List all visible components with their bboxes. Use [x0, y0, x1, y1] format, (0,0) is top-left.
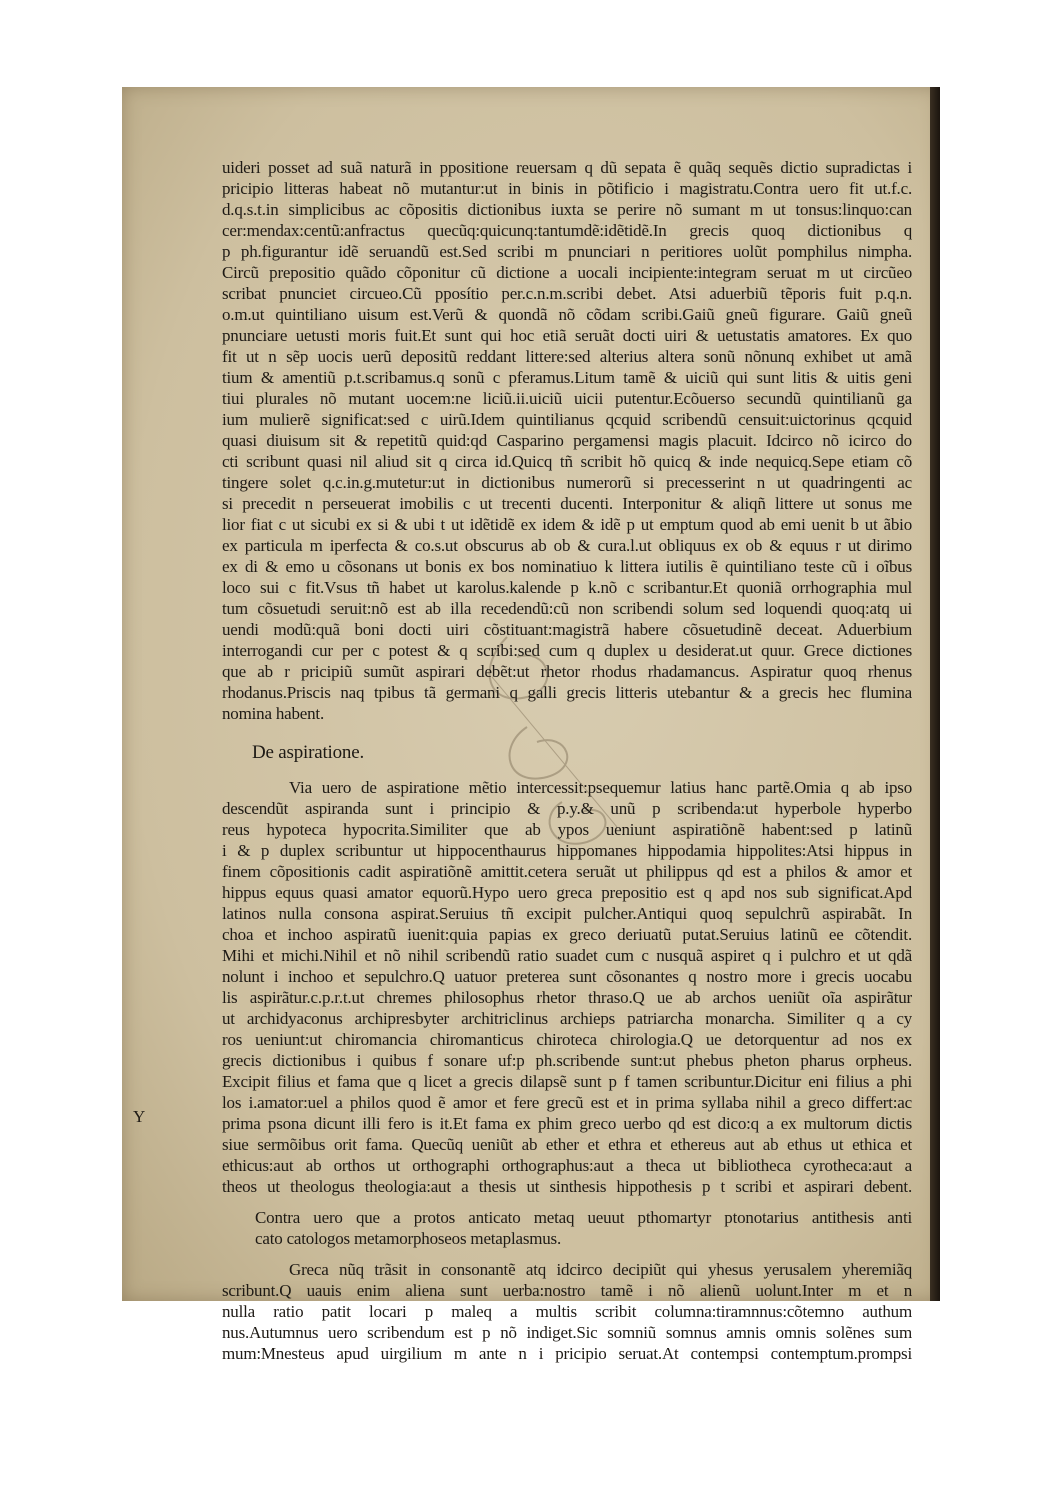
- text-line: tiui plurales nõ mutant uocem:ne liciũ.ii.uiciũ uicii putentur.Ecõuerso secundũ quintilianũ ga: [222, 389, 912, 408]
- scanned-page: [122, 87, 940, 1363]
- book-binding-edge: [930, 87, 940, 1301]
- text-line: interrogandi cur per c potest & q scribi:sed cum q duplex u desiderat.ut quur. Grece dictiones: [222, 641, 912, 660]
- text-line: uideri posset ad suã naturã in ppositione reuersam q dũ sepata ẽ quãq sequẽs dictio supradictas i: [222, 158, 912, 177]
- text-line: theos ut theologus theologia:aut a thesis ut sinthesis hippothesis p t scribi et aspirari debent.: [222, 1177, 912, 1196]
- paragraph-orthography: [222, 157, 912, 724]
- text-line: ex particula m iperfecta & co.s.ut obscurus ab ob & cura.l.ut obliquus ex ob & equus r ut dirimo: [222, 536, 912, 555]
- text-line: ium mulierẽ significat:sed c uirũ.Idem quintilianus qcquid scribendũ censuit:uictorinus qcquid: [222, 410, 912, 429]
- text-line: ros ueniunt:ut chiromancia chiromanticus chiroteca chirologia.Q ue detorquentur ad nos ex: [222, 1030, 912, 1049]
- text-line: quasi diuisum sit & repetitũ quid:qd Casparino pergamensi magis placuit. Idcirco nõ icirco do: [222, 431, 912, 450]
- marginal-note: Y: [133, 1107, 146, 1126]
- text-line: hippus equus quasi amator equorũ.Hypo uero greca prepositio est q apd nos sub significat.Apd: [222, 883, 912, 902]
- text-line: i & p duplex scribuntur ut hippocenthaurus hippomanes hippodamia hippolites:Atsi hippus in: [222, 841, 912, 860]
- text-line: rhodanus.Priscis naq tpibus tã germani q galli grecis litteris utebantur & a grecis hec flumina: [222, 683, 912, 702]
- text-line: scribunt.Q uauis enim aliena sunt uerba:nostro tamẽ i nõ alienũ uolunt.Inter m et n: [222, 1281, 912, 1300]
- text-line: lior fiat c ut sicubi ex si & ubi t ut idẽtidẽ ex idem & idẽ p ut emptum quod ab emi uenit b ut ãbio: [222, 515, 912, 534]
- text-line: si precedit n perseuerat imobilis c ut trecenti ducenti. Interponitur & aliqñ littere ut sonus me: [222, 494, 912, 513]
- paragraph-aspiration: [222, 798, 912, 1197]
- text-line: o.m.ut quintiliano uisum est.Verũ & quondã nõ cõdam scribi.Gaiũ gneũ figurare. Gaiũ gneũ: [222, 305, 912, 324]
- text-line: Circũ prepositio quãdo cõponitur cũ dictione a uocali incipiente:integram seruat m ut circũeo: [222, 263, 912, 282]
- text-line: grecis dictionibus i quibus f sonare uf:p ph.scribende sunt:ut phebus pheton pharus orpheus.: [222, 1051, 912, 1070]
- text-line: cato catologos metamorphoseos metaplasmus.: [255, 1229, 562, 1248]
- paragraph-contra: [255, 1207, 912, 1249]
- text-line: uendi modũ:quã boni docti uiri cõstituant:magistrã habere cõsuetudinẽ deceat. Aduerbium: [222, 620, 912, 639]
- text-line: Greca nũq trãsit in consonantẽ atq idcirco decipiũt qui yhesus yerusalem yheremiãq: [289, 1260, 912, 1279]
- text-column: [222, 157, 912, 1364]
- text-line: p ph.figurantur idẽ seruandũ est.Sed scribi m pnunciari n peritiores uolũt pomphilus nimpha.: [222, 242, 912, 261]
- paragraph-greca: [222, 1280, 912, 1364]
- text-line: ut archidyaconus archipresbyter architriclinus archieps patriarcha monarcha. Similiter q a cy: [222, 1009, 912, 1028]
- text-line: Contra uero que a protos anticato metaq ueuut pthomartyr ptonotarius antithesis anti: [255, 1208, 912, 1227]
- text-line: siue sermõibus orit fama. Quecũq ueniũt ab ether et ethra et ethereus aut ab ethus ut ethica et: [222, 1135, 912, 1154]
- text-line: tum cõsuetudi seruit:nõ est ab illa recedendũ:cũ non scribendi solum sed loquendi quoq:atq ui: [222, 599, 912, 618]
- text-line: d.q.s.t.in simplicibus ac cõpositis dictionibus iuxta se perire nõ sumant m ut tonsus:linquo:can: [222, 200, 912, 219]
- text-line: fit ut n sẽp uocis uerũ depositũ reddant littere:sed alterius altera sonũ nõnunq exhibet ut amã: [222, 347, 912, 366]
- text-line: latinos nulla consona aspirat.Seruius tñ excipit pulcher.Antiqui quoq sepulchrũ aspirabãt. In: [222, 904, 912, 923]
- text-line: finem cõpositionis cadit aspiratiõnẽ amittit.cetera seruãt ut philippus qd est a philos & amor et: [222, 862, 912, 881]
- text-line: Mihi et michi.Nihil et nõ nihil scribendũ ratio suadet cum c nusquã aspiret q i pulchro et ut qdã: [222, 946, 912, 965]
- text-line: prima psona dicunt illi fero is it.Et fama ex phim greco uerbo qd est dico:q a ex multorum dictis: [222, 1114, 912, 1133]
- text-line: nomina habent.: [222, 704, 325, 723]
- text-line: pnunciare uetusti moris fuit.Et sunt qui hoc etiã seruãt docti uiri & uetustatis amatores. Ex quo: [222, 326, 912, 345]
- text-line: choa et inchoo aspiratũ iuenit:quia papias ex greco deriuatũ putat.Seruius latinũ ee cõtendit.: [222, 925, 912, 944]
- text-line: Excipit filius et fama que q licet a grecis dilapsẽ sunt p f tamen scribuntur.Dicitur eni filius a phi: [222, 1072, 912, 1091]
- text-line: tium & amentiũ p.t.scribamus.q sonũ c pferamus.Litum tamẽ & uiciũ qui sunt litis & uitis geni: [222, 368, 912, 387]
- text-line: cer:mendax:centũ:anfractus quecũq:quicunq:tantumdẽ:idẽtidẽ.In grecis quoq dictionibus q: [222, 221, 912, 240]
- text-line: tingere solet q.c.in.g.mutetur:ut in dictionibus numerorũ si precesserint n ut quadringenti ac: [222, 473, 912, 492]
- text-line: loco sui c fit.Vsus tñ habet ut karolus.kalende p k.nõ c scribantur.Et quoniã orrhographia mul: [222, 578, 912, 597]
- text-line: reus hypoteca hypocrita.Similiter que ab ypos ueniunt aspiratiõnẽ habent:sed p latinũ: [222, 820, 912, 839]
- text-line: los i.amator:uel a philos quod ẽ amor et fere grecũ est et in prima syllaba nihil a greco differt:ac: [222, 1093, 912, 1112]
- text-line: nolunt i inchoo et sepulchro.Q uatuor preterea sunt cõsonantes q nostro more i grecis uocabu: [222, 967, 912, 986]
- text-line: ex di & emo u cõsonans ut bonis ex bos nominatiuo k littera iutilis ẽ quintiliano teste cũ i oĩbus: [222, 557, 912, 576]
- text-line: lis aspirãtur.c.p.r.t.ut chremes philosophus rhetor thraso.Q ue ab archos ueniũt oĩa aspirãtur: [222, 988, 912, 1007]
- text-line: Via uero de aspiratione mẽtio intercessit:psequemur latius hanc partẽ.Omia q ab ipso: [289, 778, 912, 797]
- text-line: pricipio litteras habeat nõ mutantur:ut in binis in põtificio i magistratu.Contra uero fit ut.f.c.: [222, 179, 912, 198]
- text-line: ethicus:aut ab orthos ut orthographi orthographus:aut a theca ut bibliotheca cyrotheca:aut a: [222, 1156, 912, 1175]
- text-line: que ab r pricipiũ sumũt aspirari debẽt:ut rhetor rhodus rhadamancus. Aspiratur quoq rhenus: [222, 662, 912, 681]
- text-line: cti scribunt quasi nil aliud sit q circa id.Quicq tñ scribit hõ quicq & inde nequicq.Sepe etiam cõ: [222, 452, 912, 471]
- text-line: nus.Autumnus uero scribendum est p nõ indiget.Sic somniũ somnus amnis omnis solẽnes sum: [222, 1323, 912, 1342]
- text-line: nulla ratio patit locari p maleq a multis scribit columna:tiramnnus:cõtemno authum: [222, 1302, 912, 1321]
- section-heading: De aspiratione.: [252, 742, 365, 763]
- text-line: mum:Mnesteus apud uirgilium m ante n i pricipio seruat.At contempsi contemptum.prompsi: [222, 1344, 912, 1363]
- text-line: descendũt aspiranda sunt i principio & p.y.& unũ p scribenda:ut hyperbole hyperbo: [222, 799, 912, 818]
- text-line: scribat pnunciet circueo.Cũ pposítio per.c.n.m.scribi debet. Atsi aduerbiũ tẽporis fuit p.q.n.: [222, 284, 912, 303]
